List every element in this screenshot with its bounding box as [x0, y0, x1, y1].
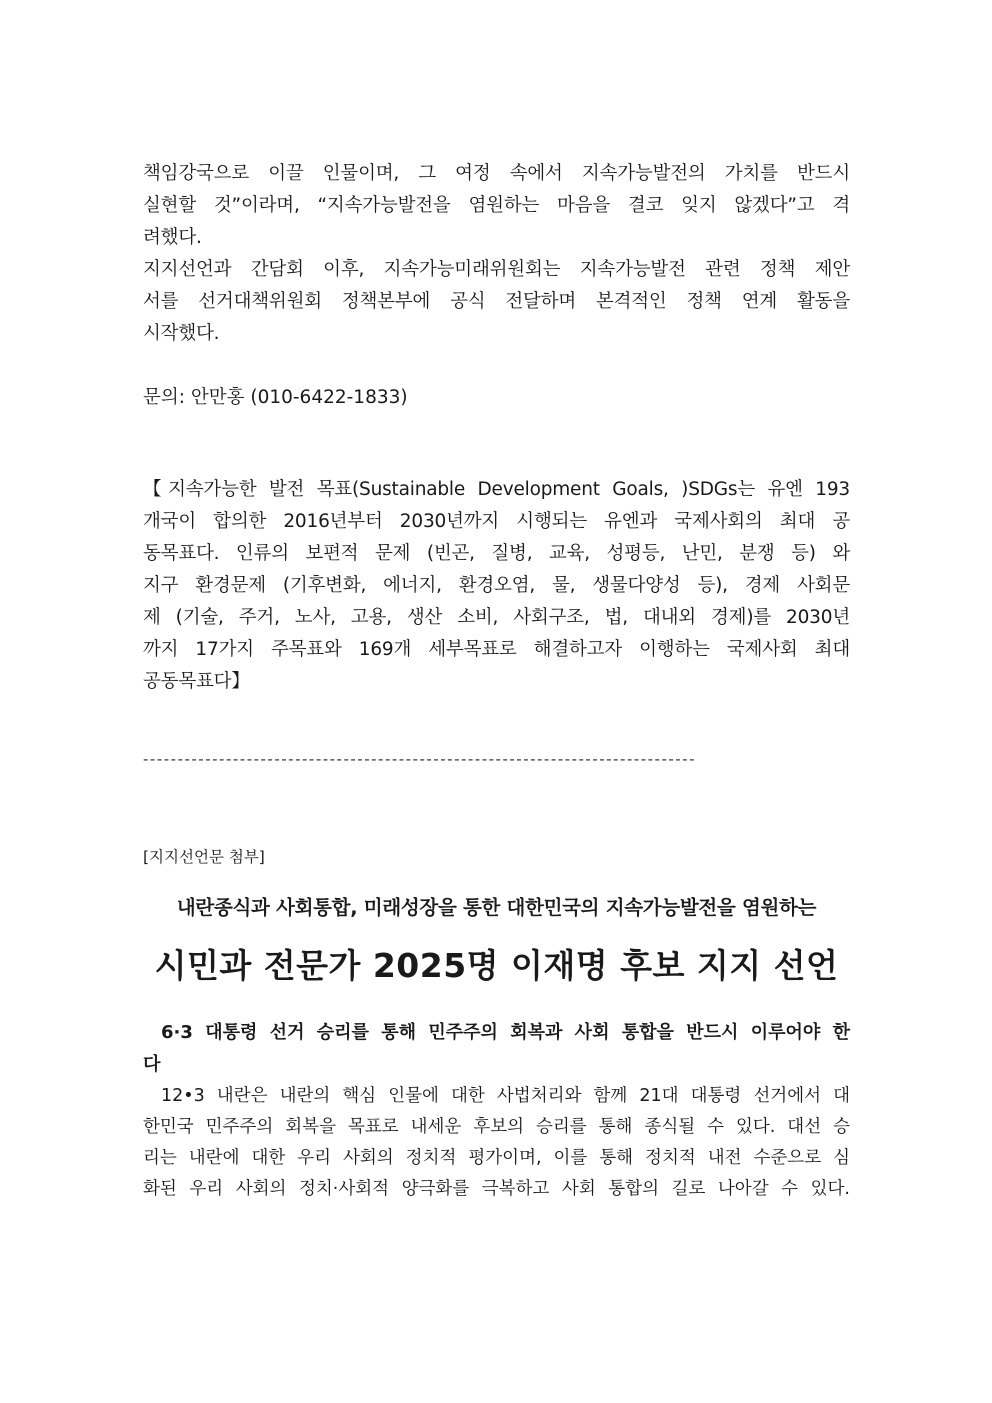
intro-line: 시작했다.	[143, 323, 220, 344]
intro-line: 실현할 것”이라며, “지속가능발전을 염원하는 마음을 결코 잊지 않겠다”고 격	[143, 195, 850, 216]
intro-line: 지지선언과 간담회 이후, 지속가능미래위원회는 지속가능발전 관련 정책 제안	[143, 259, 850, 280]
contact-info: 문의: 안만홍 (010-6422-1833)	[143, 387, 408, 408]
section-heading-line: 6·3 대통령 선거 승리를 통해 민주주의 회복과 사회 통합을 반드시 이루어야 한	[161, 1022, 850, 1043]
section-body	[143, 1081, 850, 1205]
intro-paragraph	[143, 158, 850, 350]
sdgs-line: 【지속가능한 발전 목표(Sustainable Development Goals, )SDGs는 유엔 193	[143, 479, 850, 500]
sdgs-line: 공동목표다】	[143, 671, 250, 692]
section-body-line: 한민국 민주주의 회복을 목표로 내세운 후보의 승리를 통해 종식될 수 있다. 대선 승	[143, 1117, 850, 1137]
intro-line: 서를 선거대책위원회 정책본부에 공식 전달하며 본격적인 정책 연계 활동을	[143, 291, 850, 312]
section-body-line: 화된 우리 사회의 정치·사회적 양극화를 극복하고 사회 통합의 길로 나아갈 수 있다.	[143, 1179, 850, 1199]
document-page	[143, 158, 850, 1205]
declaration-title: 시민과 전문가 2025명 이재명 후보 지지 선언	[154, 946, 839, 985]
section-body-line: 리는 내란에 대한 우리 사회의 정치적 평가이며, 이를 통해 정치적 내전 수준으로 심	[143, 1148, 850, 1168]
section-heading-line: 다	[143, 1054, 161, 1075]
sdgs-line: 지구 환경문제 (기후변화, 에너지, 환경오염, 물, 생물다양성 등), 경제 사회문	[143, 575, 850, 596]
sdgs-line: 까지 17가지 주목표와 169개 세부목표로 해결하고자 이행하는 국제사회 최대	[143, 639, 850, 660]
sdgs-line: 동목표다. 인류의 보편적 문제 (빈곤, 질병, 교육, 성평등, 난민, 분쟁 등) 와	[143, 543, 850, 564]
sdgs-paragraph	[143, 474, 850, 698]
section-body-line: 12•3 내란은 내란의 핵심 인물에 대한 사법처리와 함께 21대 대통령 선거에서 대	[161, 1086, 850, 1106]
intro-line: 려했다.	[143, 227, 202, 248]
sdgs-line: 개국이 합의한 2016년부터 2030년까지 시행되는 유엔과 국제사회의 최대 공	[143, 511, 850, 532]
declaration-subtitle: 내란종식과 사회통합, 미래성장을 통한 대한민국의 지속가능발전을 염원하는	[176, 896, 817, 919]
sdgs-line: 제 (기술, 주거, 노사, 고용, 생산 소비, 사회구조, 법, 대내외 경제)를 2030년	[143, 607, 850, 628]
section-heading	[143, 1017, 850, 1081]
dashed-divider: --------------------------------------------------------------------------------	[143, 750, 697, 768]
intro-line: 책임강국으로 이끌 인물이며, 그 여정 속에서 지속가능발전의 가치를 반드시	[143, 163, 850, 184]
attachment-label: [지지선언문 첨부]	[143, 848, 265, 866]
